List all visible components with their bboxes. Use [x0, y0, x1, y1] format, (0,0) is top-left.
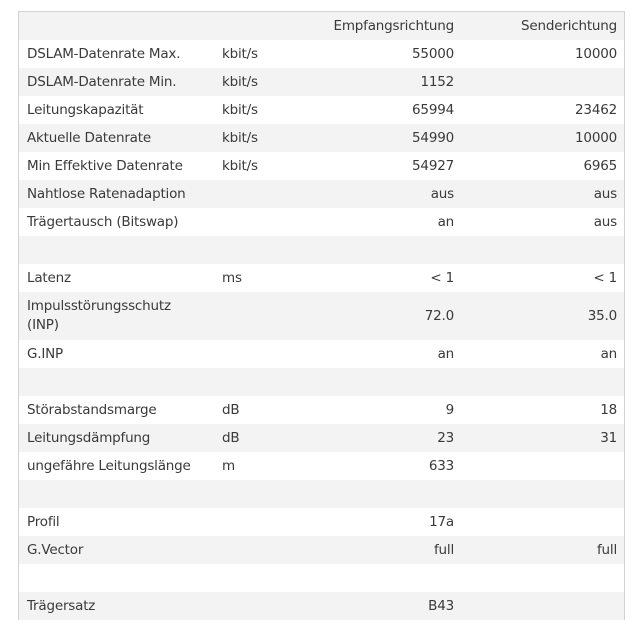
table-row: [19, 68, 624, 96]
table-row: [19, 424, 624, 452]
row-label: [27, 368, 217, 396]
row-unit: kbit/s: [222, 46, 258, 62]
row-receive-value: 17a: [429, 514, 454, 530]
row-unit: kbit/s: [222, 130, 258, 146]
table-row: [19, 396, 624, 424]
row-receive-value: 23: [437, 430, 454, 446]
row-label: Profil: [27, 514, 60, 530]
dsl-spectrum-table: [18, 11, 625, 620]
table-row: [19, 536, 624, 564]
row-unit: [222, 592, 282, 620]
row-label: Trägertausch (Bitswap): [27, 214, 179, 230]
header-receive-direction: Empfangsrichtung: [333, 18, 454, 34]
row-unit: [222, 340, 282, 368]
header-send-direction: Senderichtung: [521, 18, 617, 34]
row-unit: kbit/s: [222, 74, 258, 90]
row-send-value: [459, 508, 617, 536]
row-receive-value: an: [437, 214, 454, 230]
row-unit: dB: [222, 402, 240, 418]
row-receive-value: 9: [445, 402, 454, 418]
header-label: [27, 12, 217, 40]
table-row: [19, 292, 624, 340]
row-label: Aktuelle Datenrate: [27, 130, 151, 146]
row-unit: [222, 292, 282, 340]
row-label: Impulsstörungsschutz (INP): [27, 298, 171, 333]
row-unit: kbit/s: [222, 158, 258, 174]
row-send-value: < 1: [593, 270, 617, 286]
row-label: Min Effektive Datenrate: [27, 158, 183, 174]
row-unit: dB: [222, 430, 240, 446]
row-label: Leitungskapazität: [27, 102, 144, 118]
row-send-value: 6965: [583, 158, 617, 174]
row-send-value: full: [596, 542, 617, 558]
row-send-value: 23462: [575, 102, 617, 118]
row-unit: ms: [222, 270, 242, 286]
row-receive-value: 633: [428, 458, 454, 474]
table-row: [19, 124, 624, 152]
row-receive-value: 54990: [412, 130, 454, 146]
table-header-row: [19, 12, 624, 40]
row-receive-value: an: [437, 346, 454, 362]
row-unit: [222, 536, 282, 564]
row-send-value: [459, 564, 617, 592]
row-label: Störabstandsmarge: [27, 402, 157, 418]
row-receive-value: B43: [428, 598, 454, 614]
row-unit: [222, 564, 282, 592]
row-unit: [222, 180, 282, 208]
row-unit: m: [222, 458, 235, 474]
row-label: G.INP: [27, 346, 63, 362]
row-unit: kbit/s: [222, 102, 258, 118]
row-send-value: 31: [600, 430, 617, 446]
row-send-value: 18: [600, 402, 617, 418]
table-row: [19, 96, 624, 124]
table-row: [19, 508, 624, 536]
row-receive-value: 55000: [412, 46, 454, 62]
row-receive-value: 65994: [412, 102, 454, 118]
row-label: [27, 480, 217, 508]
table-row-spacer: [19, 368, 624, 396]
row-send-value: aus: [593, 214, 617, 230]
row-label: [27, 564, 217, 592]
row-send-value: 10000: [575, 46, 617, 62]
table-row-spacer: [19, 236, 624, 264]
header-unit: [222, 12, 282, 40]
row-label: ungefähre Leitungslänge: [27, 458, 191, 474]
row-receive-value: full: [433, 542, 454, 558]
row-send-value: [459, 452, 617, 480]
row-receive-value: [287, 564, 454, 592]
row-receive-value: [287, 480, 454, 508]
table-row: [19, 452, 624, 480]
row-label: Leitungsdämpfung: [27, 430, 151, 446]
row-unit: [222, 508, 282, 536]
row-send-value: [459, 68, 617, 96]
table-row: [19, 40, 624, 68]
row-send-value: [459, 592, 617, 620]
table-row: [19, 264, 624, 292]
row-send-value: [459, 236, 617, 264]
row-receive-value: 72.0: [424, 308, 454, 324]
row-send-value: 35.0: [587, 308, 617, 324]
row-receive-value: [287, 368, 454, 396]
table-row-spacer: [19, 480, 624, 508]
table-row: [19, 208, 624, 236]
row-receive-value: aus: [430, 186, 454, 202]
table-row: [19, 340, 624, 368]
row-unit: [222, 480, 282, 508]
table-row: [19, 592, 624, 620]
row-send-value: 10000: [575, 130, 617, 146]
row-receive-value: < 1: [430, 270, 454, 286]
row-receive-value: [287, 236, 454, 264]
row-send-value: [459, 480, 617, 508]
row-unit: [222, 208, 282, 236]
row-unit: [222, 236, 282, 264]
row-receive-value: 1152: [420, 74, 454, 90]
table-row: [19, 152, 624, 180]
table-row-spacer: [19, 564, 624, 592]
row-receive-value: 54927: [412, 158, 454, 174]
row-send-value: aus: [593, 186, 617, 202]
table-row: [19, 180, 624, 208]
row-send-value: [459, 368, 617, 396]
row-send-value: an: [600, 346, 617, 362]
row-label: DSLAM-Datenrate Min.: [27, 74, 177, 90]
row-label: Latenz: [27, 270, 71, 286]
row-label: DSLAM-Datenrate Max.: [27, 46, 181, 62]
row-unit: [222, 368, 282, 396]
row-label: [27, 236, 217, 264]
row-label: Nahtlose Ratenadaption: [27, 186, 186, 202]
row-label: G.Vector: [27, 542, 84, 558]
row-label: Trägersatz: [27, 598, 96, 614]
